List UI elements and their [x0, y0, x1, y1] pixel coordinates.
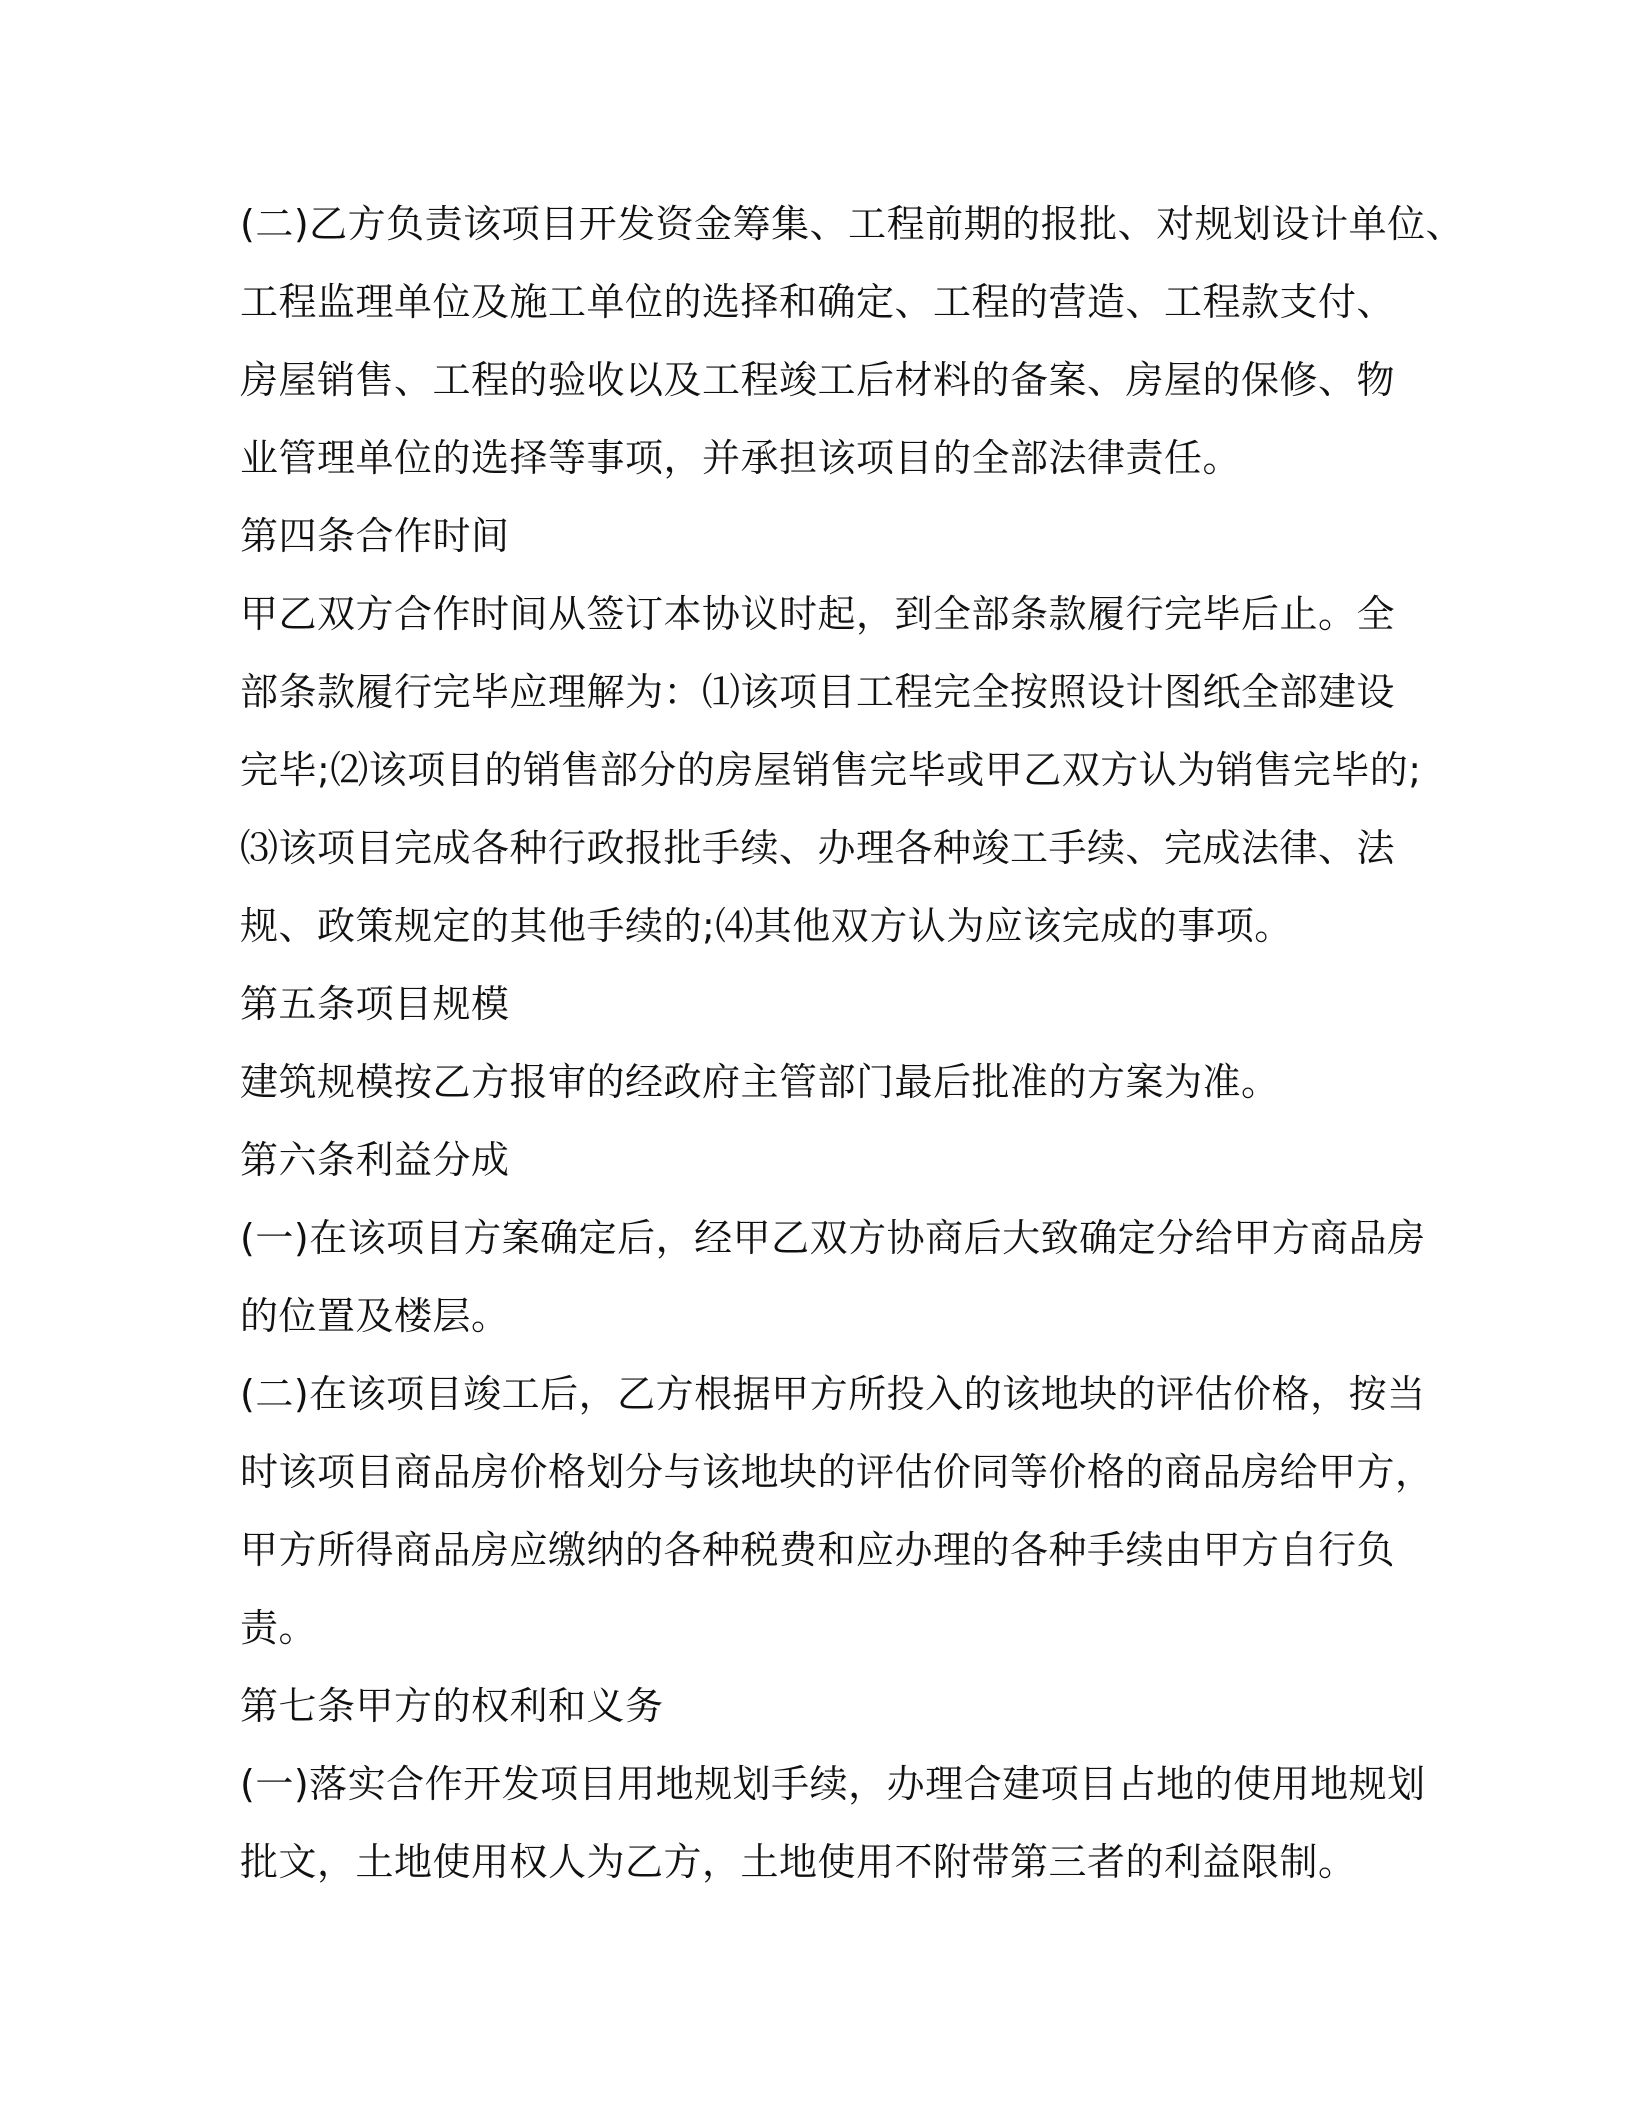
text-line: ⑶该项目完成各种行政报批手续、办理各种竣工手续、完成法律、法	[240, 826, 1396, 870]
text-line: 批文，土地使用权人为乙方，土地使用不附带第三者的利益限制。	[240, 1840, 1357, 1884]
section-heading: 第四条合作时间	[240, 514, 510, 558]
text-line: (一)落实合作开发项目用地规划手续，办理合建项目占地的使用地规划	[240, 1762, 1426, 1806]
text-line: 建筑规模按乙方报审的经政府主管部门最后批准的方案为准。	[240, 1060, 1280, 1104]
text-line: (二)乙方负责该项目开发资金筹集、工程前期的报批、对规划设计单位、	[240, 202, 1465, 246]
text-line: (二)在该项目竣工后，乙方根据甲方所投入的该地块的评估价格，按当	[240, 1372, 1426, 1416]
text-line: 时该项目商品房价格划分与该地块的评估价同等价格的商品房给甲方，	[240, 1450, 1434, 1494]
text-line: (一)在该项目方案确定后，经甲乙双方协商后大致确定分给甲方商品房	[240, 1216, 1426, 1260]
text-line: 规、政策规定的其他手续的;⑷其他双方认为应该完成的事项。	[240, 904, 1293, 948]
text-line: 房屋销售、工程的验收以及工程竣工后材料的备案、房屋的保修、物	[240, 358, 1396, 402]
section-heading: 第六条利益分成	[240, 1138, 510, 1182]
text-line: 业管理单位的选择等事项，并承担该项目的全部法律责任。	[240, 436, 1242, 480]
text-line: 完毕;⑵该项目的销售部分的房屋销售完毕或甲乙双方认为销售完毕的;	[240, 748, 1422, 792]
text-line: 工程监理单位及施工单位的选择和确定、工程的营造、工程款支付、	[240, 280, 1396, 324]
text-line: 责。	[240, 1606, 318, 1650]
text-line: 部条款履行完毕应理解为：⑴该项目工程完全按照设计图纸全部建设	[240, 670, 1396, 714]
text-line: 甲乙双方合作时间从签订本协议时起，到全部条款履行完毕后止。全	[240, 592, 1396, 636]
document-body	[240, 185, 1465, 1901]
section-heading: 第七条甲方的权利和义务	[240, 1684, 664, 1728]
text-line: 的位置及楼层。	[240, 1294, 510, 1338]
text-line: 甲方所得商品房应缴纳的各种税费和应办理的各种手续由甲方自行负	[240, 1528, 1396, 1572]
section-heading: 第五条项目规模	[240, 982, 510, 1026]
